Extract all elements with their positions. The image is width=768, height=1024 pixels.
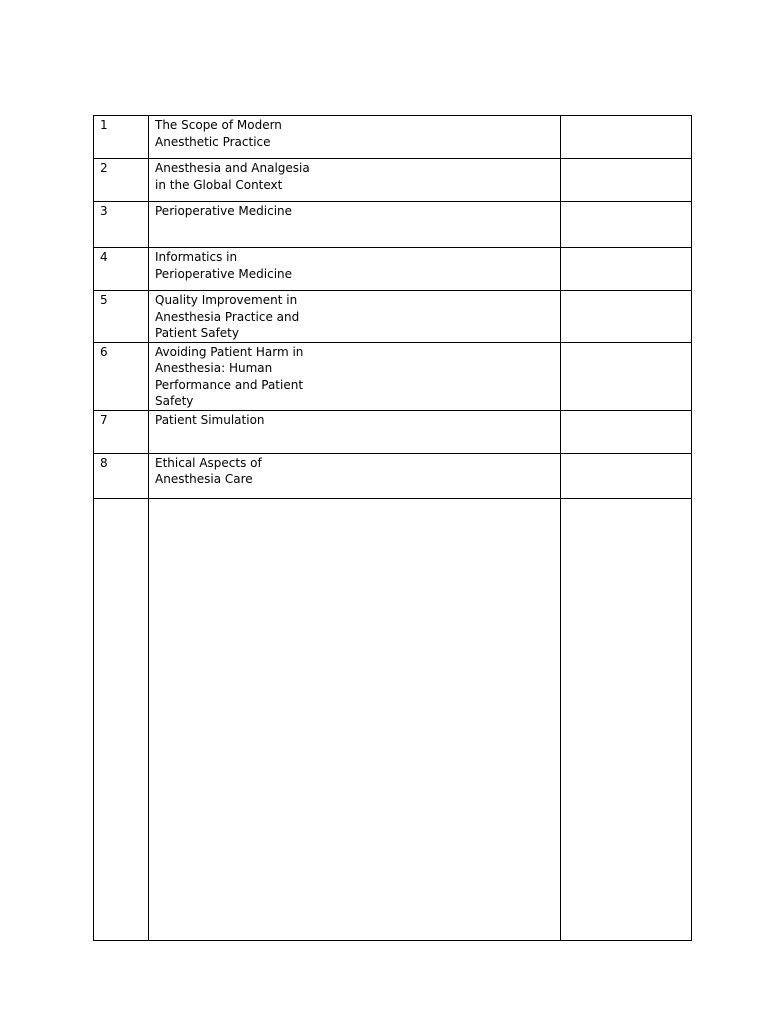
chapter-title: Perioperative Medicine [155,204,293,218]
chapter-title-cell [149,453,561,498]
chapter-title-cell [149,116,561,159]
chapter-number: 7 [94,410,149,453]
chapter-title-cell [149,159,561,202]
chapter-title: The Scope of Modern Anesthetic Practice [155,118,282,149]
table-row [94,248,692,291]
chapter-number: 1 [94,116,149,159]
table-row [94,453,692,498]
table-row [94,116,692,159]
chapter-title-cell [149,248,561,291]
chapter-number: 6 [94,342,149,410]
chapter-title-cell [149,342,561,410]
chapter-title: Anesthesia and Analgesia in the Global Context [155,161,310,192]
table-row [94,498,692,940]
chapter-title-cell [149,202,561,248]
chapter-number: 8 [94,453,149,498]
table-row [94,291,692,343]
chapter-title-cell [149,291,561,343]
chapter-page-cell [561,159,692,202]
chapter-page-cell [561,410,692,453]
chapter-number [94,498,149,940]
chapter-page-cell [561,498,692,940]
chapter-title: Ethical Aspects of Anesthesia Care [155,455,262,486]
chapter-page-cell [561,202,692,248]
chapter-page-cell [561,248,692,291]
table-row [94,410,692,453]
chapter-title-cell [149,410,561,453]
chapter-page-cell [561,291,692,343]
chapter-table [93,115,692,941]
chapter-title-cell [149,498,561,940]
chapter-number: 3 [94,202,149,248]
chapter-page-cell [561,116,692,159]
chapter-title: Quality Improvement in Anesthesia Practice and Patient Safety [155,293,300,340]
chapter-page-cell [561,342,692,410]
table-row [94,342,692,410]
table-row [94,202,692,248]
chapter-page-cell [561,453,692,498]
chapter-number: 4 [94,248,149,291]
table-row [94,159,692,202]
chapter-title: Avoiding Patient Harm in Anesthesia: Human Performance and Patient Safety [155,344,304,408]
chapter-title: Patient Simulation [155,412,265,427]
chapter-number: 2 [94,159,149,202]
chapter-title: Informatics in Perioperative Medicine [155,250,293,281]
chapter-number: 5 [94,291,149,343]
